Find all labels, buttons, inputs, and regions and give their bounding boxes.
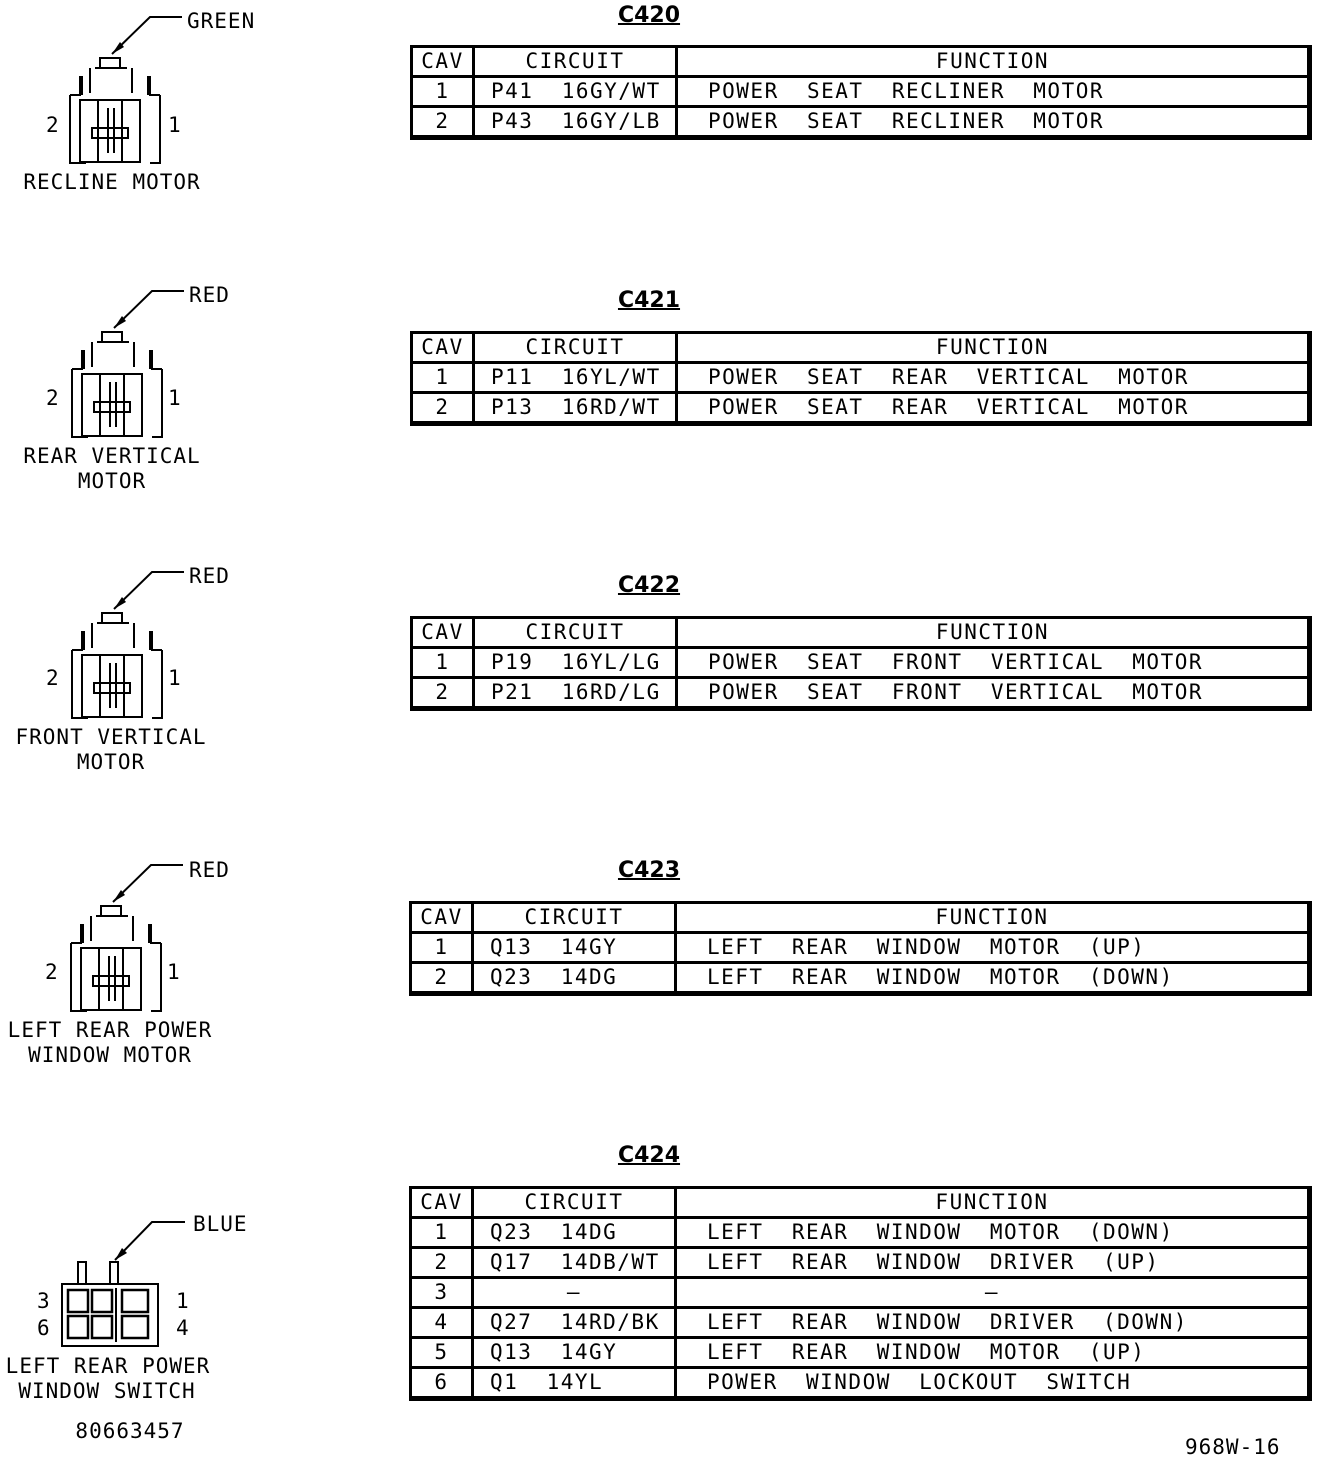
circuit-cell: Q23 14DG [473, 963, 676, 994]
cav-cell: 4 [411, 1308, 473, 1338]
pin-label-right: 1 [168, 113, 182, 137]
connector-label-line-2: MOTOR [77, 469, 147, 493]
pin-label-right-top: 1 [176, 1289, 190, 1313]
column-header-function: FUNCTION [677, 333, 1310, 363]
circuit-cell: P43 16GY/LB [474, 107, 677, 138]
table-header-row [412, 333, 1310, 363]
circuit-cell: P41 16GY/WT [474, 77, 677, 107]
column-header-cav: CAV [411, 1188, 473, 1218]
circuit-cell: Q1 14YL [473, 1368, 676, 1399]
connector-id-title: C421 [617, 288, 681, 313]
column-header-function: FUNCTION [677, 618, 1310, 648]
column-header-cav: CAV [412, 618, 474, 648]
function-cell: POWER SEAT FRONT VERTICAL MOTOR [677, 648, 1310, 678]
table-row [412, 393, 1310, 424]
pin-label-left-top: 3 [37, 1289, 51, 1313]
function-cell: LEFT REAR WINDOW DRIVER (UP) [676, 1248, 1310, 1278]
function-cell: LEFT REAR WINDOW MOTOR (UP) [676, 1338, 1310, 1368]
six-pin-connector-icon [60, 1212, 195, 1352]
pinout-table [409, 1186, 1312, 1401]
table-row [412, 648, 1310, 678]
figure-number: 968W-16 [1185, 1435, 1281, 1459]
table-row [411, 963, 1310, 994]
function-cell: LEFT REAR WINDOW MOTOR (UP) [676, 933, 1310, 963]
column-header-function: FUNCTION [676, 1188, 1310, 1218]
connector-id-title: C422 [617, 573, 681, 598]
pin-label-right: 1 [167, 960, 181, 984]
function-cell: LEFT REAR WINDOW DRIVER (DOWN) [676, 1308, 1310, 1338]
circuit-cell: P21 16RD/LG [474, 678, 677, 709]
table-header-row [412, 47, 1310, 77]
circuit-cell: Q23 14DG [473, 1218, 676, 1248]
cav-cell: 6 [411, 1368, 473, 1399]
wire-color-label: GREEN [187, 9, 256, 33]
function-cell: POWER SEAT FRONT VERTICAL MOTOR [677, 678, 1310, 709]
cav-cell: 2 [412, 678, 474, 709]
table-row [411, 1218, 1310, 1248]
connector-label-line-1: LEFT REAR POWER [7, 1018, 213, 1042]
two-pin-connector-icon [62, 565, 182, 725]
pinout-table [410, 45, 1312, 140]
circuit-cell: P11 16YL/WT [474, 363, 677, 393]
table-header-row [412, 618, 1310, 648]
pin-label-left: 2 [46, 386, 60, 410]
wire-color-label: BLUE [193, 1212, 248, 1236]
column-header-circuit: CIRCUIT [474, 333, 677, 363]
pin-label-left-bottom: 6 [37, 1316, 51, 1340]
two-pin-connector-icon [61, 858, 181, 1018]
pin-label-right-bottom: 4 [176, 1316, 190, 1340]
connector-id-title: C420 [617, 3, 681, 28]
circuit-cell: Q27 14RD/BK [473, 1308, 676, 1338]
two-pin-connector-icon [62, 284, 182, 444]
cav-cell: 1 [412, 77, 474, 107]
connector-label-line-2: WINDOW MOTOR [28, 1043, 192, 1067]
table-row [411, 1368, 1310, 1399]
column-header-function: FUNCTION [677, 47, 1310, 77]
cav-cell: 1 [412, 648, 474, 678]
function-cell: POWER SEAT REAR VERTICAL MOTOR [677, 363, 1310, 393]
wire-color-label: RED [189, 564, 230, 588]
column-header-circuit: CIRCUIT [474, 618, 677, 648]
connector-label: RECLINE MOTOR [23, 170, 201, 194]
column-header-circuit: CIRCUIT [473, 903, 676, 933]
connector-label-line-2: WINDOW SWITCH [18, 1379, 196, 1403]
cav-cell: 3 [411, 1278, 473, 1308]
connector-label-line-1: REAR VERTICAL [23, 444, 201, 468]
function-cell: LEFT REAR WINDOW MOTOR (DOWN) [676, 963, 1310, 994]
table-row [411, 1248, 1310, 1278]
wire-color-label: RED [189, 283, 230, 307]
cav-cell: 5 [411, 1338, 473, 1368]
column-header-function: FUNCTION [676, 903, 1310, 933]
wire-color-label: RED [189, 858, 230, 882]
column-header-cav: CAV [412, 333, 474, 363]
column-header-cav: CAV [412, 47, 474, 77]
circuit-cell: Q17 14DB/WT [473, 1248, 676, 1278]
cav-cell: 2 [412, 107, 474, 138]
pin-label-right: 1 [168, 386, 182, 410]
table-row [412, 363, 1310, 393]
function-cell: POWER SEAT RECLINER MOTOR [677, 107, 1310, 138]
table-header-row [411, 1188, 1310, 1218]
pin-label-left: 2 [46, 113, 60, 137]
pin-label-right: 1 [168, 666, 182, 690]
table-row [411, 1278, 1310, 1308]
cav-cell: 1 [411, 933, 473, 963]
part-number: 80663457 [75, 1419, 185, 1443]
table-row [411, 1308, 1310, 1338]
table-row [412, 678, 1310, 709]
connector-id-title: C423 [617, 858, 681, 883]
circuit-cell: – [473, 1278, 676, 1308]
function-cell: POWER SEAT REAR VERTICAL MOTOR [677, 393, 1310, 424]
connector-label-line-1: FRONT VERTICAL [15, 725, 207, 749]
column-header-circuit: CIRCUIT [474, 47, 677, 77]
circuit-cell: P19 16YL/LG [474, 648, 677, 678]
cav-cell: 2 [411, 963, 473, 994]
cav-cell: 2 [412, 393, 474, 424]
pin-label-left: 2 [45, 960, 59, 984]
circuit-cell: P13 16RD/WT [474, 393, 677, 424]
cav-cell: 1 [411, 1218, 473, 1248]
column-header-circuit: CIRCUIT [473, 1188, 676, 1218]
connector-label-line-1: LEFT REAR POWER [5, 1354, 211, 1378]
table-row [411, 1338, 1310, 1368]
connector-id-title: C424 [617, 1143, 681, 1168]
connector-label-line-2: MOTOR [76, 750, 146, 774]
cav-cell: 1 [412, 363, 474, 393]
table-row [412, 77, 1310, 107]
cav-cell: 2 [411, 1248, 473, 1278]
function-cell: POWER SEAT RECLINER MOTOR [677, 77, 1310, 107]
table-row [412, 107, 1310, 138]
circuit-cell: Q13 14GY [473, 933, 676, 963]
function-cell: LEFT REAR WINDOW MOTOR (DOWN) [676, 1218, 1310, 1248]
pinout-table [409, 901, 1312, 996]
table-row [411, 933, 1310, 963]
function-cell: POWER WINDOW LOCKOUT SWITCH [676, 1368, 1310, 1399]
two-pin-connector-icon [60, 10, 180, 170]
pinout-table [410, 616, 1312, 711]
column-header-cav: CAV [411, 903, 473, 933]
circuit-cell: Q13 14GY [473, 1338, 676, 1368]
function-cell: – [676, 1278, 1310, 1308]
pinout-table [410, 331, 1312, 426]
table-header-row [411, 903, 1310, 933]
pin-label-left: 2 [46, 666, 60, 690]
